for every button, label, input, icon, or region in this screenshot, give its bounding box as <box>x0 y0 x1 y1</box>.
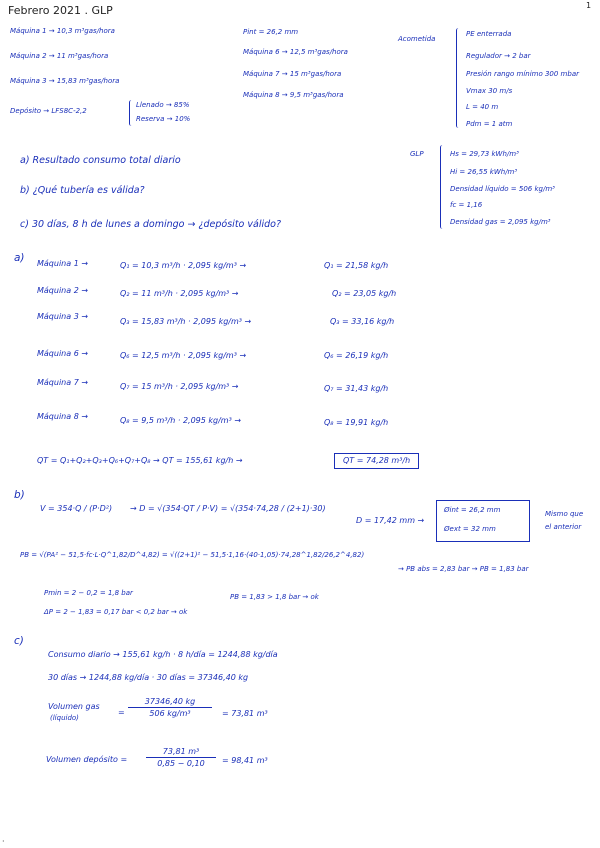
part-a-row-3-result: Q₃ = 33,16 kg/h <box>330 317 395 326</box>
question-c: c) 30 días, 8 h de lunes a domingo → ¿depósito válido? <box>20 219 281 230</box>
part-b-label: b) <box>14 489 25 501</box>
glp-brace <box>440 145 445 229</box>
part-a-row-1-calc: Q₁ = 10,3 m³/h · 2,095 kg/m³ → <box>120 261 247 270</box>
part-a-row-6-label: Máquina 6 → <box>37 349 89 358</box>
data-m6: Máquina 6 → 12,5 m³gas/hora <box>243 48 348 56</box>
part-a-row-6-calc: Q₆ = 12,5 m³/h · 2,095 kg/m³ → <box>120 351 247 360</box>
part-a-row-6-result: Q₆ = 26,19 kg/h <box>324 351 389 360</box>
data-m8: Máquina 8 → 9,5 m³gas/hora <box>243 91 344 99</box>
part-a-row-2-result: Q₂ = 23,05 kg/h <box>332 289 397 298</box>
glp-fc: fc = 1,16 <box>450 201 483 209</box>
page-number: 1 <box>586 1 592 10</box>
part-a-row-8-calc: Q₈ = 9,5 m³/h · 2,095 kg/m³ → <box>120 416 242 425</box>
part-a-label: a) <box>14 252 25 264</box>
part-b-velocity-formula: V = 354·Q / (P·D²) <box>40 504 113 513</box>
data-m2: Máquina 2 → 11 m³gas/hora <box>10 52 109 60</box>
corner-dot-left: · <box>2 837 5 846</box>
part-b-pressure-drop: ΔP = 2 − 1,83 = 0,17 bar < 0,2 bar → ok <box>44 608 188 616</box>
question-b: b) ¿Qué tubería es válida? <box>20 185 145 196</box>
part-b-pressure-formula: PB = √(PA² − 51,5·fc·L·Q^1,82/D^4,82) = √((2+1)² − 51,5·1,16·(40·1,05)·74,28^1,82/26,2^4,82) <box>20 551 365 559</box>
part-a-row-7-result: Q₇ = 31,43 kg/h <box>324 384 389 393</box>
acometida-presion: Presión rango mínimo 300 mbar <box>466 70 579 78</box>
part-c-volume-eq: = <box>118 708 125 717</box>
part-c-label: c) <box>14 635 24 647</box>
acometida-pdm: Pdm = 1 atm <box>466 120 513 128</box>
part-b-pmin: Pmin = 2 − 0,2 = 1,8 bar <box>44 589 133 597</box>
part-c-volume-sublabel: (líquido) <box>50 714 79 722</box>
acometida-vmax: Vmax 30 m/s <box>466 87 513 95</box>
data-m7: Máquina 7 → 15 m³gas/hora <box>243 70 342 78</box>
part-b-option-ext: Øext = 32 mm <box>444 525 496 533</box>
data-pint: Pint = 26,2 mm <box>243 28 299 36</box>
part-c-deposit-fraction <box>146 747 216 768</box>
acometida-label: Acometida <box>398 35 436 43</box>
glp-hs: Hs = 29,73 kWh/m³ <box>450 150 519 158</box>
part-a-row-7-calc: Q₇ = 15 m³/h · 2,095 kg/m³ → <box>120 382 239 391</box>
acometida-longitud: L = 40 m <box>466 103 499 111</box>
data-dep-llenado: Llenado → 85% <box>136 101 190 109</box>
part-b-pressure-result: → PB abs = 2,83 bar → PB = 1,83 bar <box>398 565 529 573</box>
part-c-volume-numerator: 37346,40 kg <box>144 697 196 706</box>
acometida-brace <box>456 28 461 128</box>
part-a-row-7-label: Máquina 7 → <box>37 378 89 387</box>
deposito-brace <box>129 100 134 126</box>
acometida-regulador: Regulador → 2 bar <box>466 52 531 60</box>
part-b-pressure-check: PB = 1,83 > 1,8 bar → ok <box>230 593 319 601</box>
part-b-note-line1: Mismo que <box>545 510 584 518</box>
question-a: a) Resultado consumo total diario <box>20 155 181 166</box>
part-a-row-8-result: Q₈ = 19,91 kg/h <box>324 418 389 427</box>
part-c-volume-denominator: 506 kg/m³ <box>149 709 191 718</box>
part-c-daily-consumption: Consumo diario → 155,61 kg/h · 8 h/día = 1244,88 kg/día <box>48 650 278 659</box>
part-a-row-2-label: Máquina 2 → <box>37 286 89 295</box>
data-m1: Máquina 1 → 10,3 m³gas/hora <box>10 27 115 35</box>
glp-hi: Hi = 26,55 kWh/m³ <box>450 168 518 176</box>
part-b-note-line2: el anterior <box>545 523 582 531</box>
part-c-deposit-label: Volumen depósito = <box>46 755 128 764</box>
fraction-bar <box>128 707 212 708</box>
part-a-row-2-calc: Q₂ = 11 m³/h · 2,095 kg/m³ → <box>120 289 239 298</box>
part-a-row-3-label: Máquina 3 → <box>37 312 89 321</box>
part-a-row-1-result: Q₁ = 21,58 kg/h <box>324 261 389 270</box>
part-a-row-8-label: Máquina 8 → <box>37 412 89 421</box>
part-a-total: QT = Q₁+Q₂+Q₃+Q₆+Q₇+Q₈ → QT = 155,61 kg/h → <box>37 456 243 465</box>
glp-densidad-gas: Densidad gas = 2,095 kg/m³ <box>450 218 551 226</box>
part-a-row-1-label: Máquina 1 → <box>37 259 89 268</box>
part-a-total-box: QT = 74,28 m³/h <box>334 453 419 469</box>
glp-label: GLP <box>410 150 424 158</box>
data-m3: Máquina 3 → 15,83 m³gas/hora <box>10 77 120 85</box>
part-a-row-3-calc: Q₃ = 15,83 m³/h · 2,095 kg/m³ → <box>120 317 252 326</box>
part-c-volume-result: = 73,81 m³ <box>222 709 268 718</box>
data-deposito: Depósito → LFS8C-2,2 <box>10 107 87 115</box>
part-c-volume-label: Volumen gas <box>48 702 100 711</box>
page-title: Febrero 2021 . GLP <box>8 4 113 17</box>
part-b-diameter-formula: → D = √(354·QT / P·V) = √(354·74,28 / (2+1)·30) <box>130 504 326 513</box>
part-c-deposit-result: = 98,41 m³ <box>222 756 268 765</box>
part-c-deposit-denominator: 0,85 − 0,10 <box>157 759 205 768</box>
part-c-volume-fraction <box>128 697 212 718</box>
part-b-diameter-result: D = 17,42 mm → <box>356 516 425 525</box>
part-c-monthly-consumption: 30 días → 1244,88 kg/día · 30 días = 37346,40 kg <box>48 673 249 682</box>
data-dep-reserva: Reserva → 10% <box>136 115 191 123</box>
acometida-pe: PE enterrada <box>466 30 512 38</box>
glp-densidad-liquido: Densidad líquido = 506 kg/m³ <box>450 185 555 193</box>
part-c-deposit-numerator: 73,81 m³ <box>162 747 200 756</box>
fraction-bar <box>146 757 216 758</box>
part-b-option-int: Øint = 26,2 mm <box>444 506 501 514</box>
